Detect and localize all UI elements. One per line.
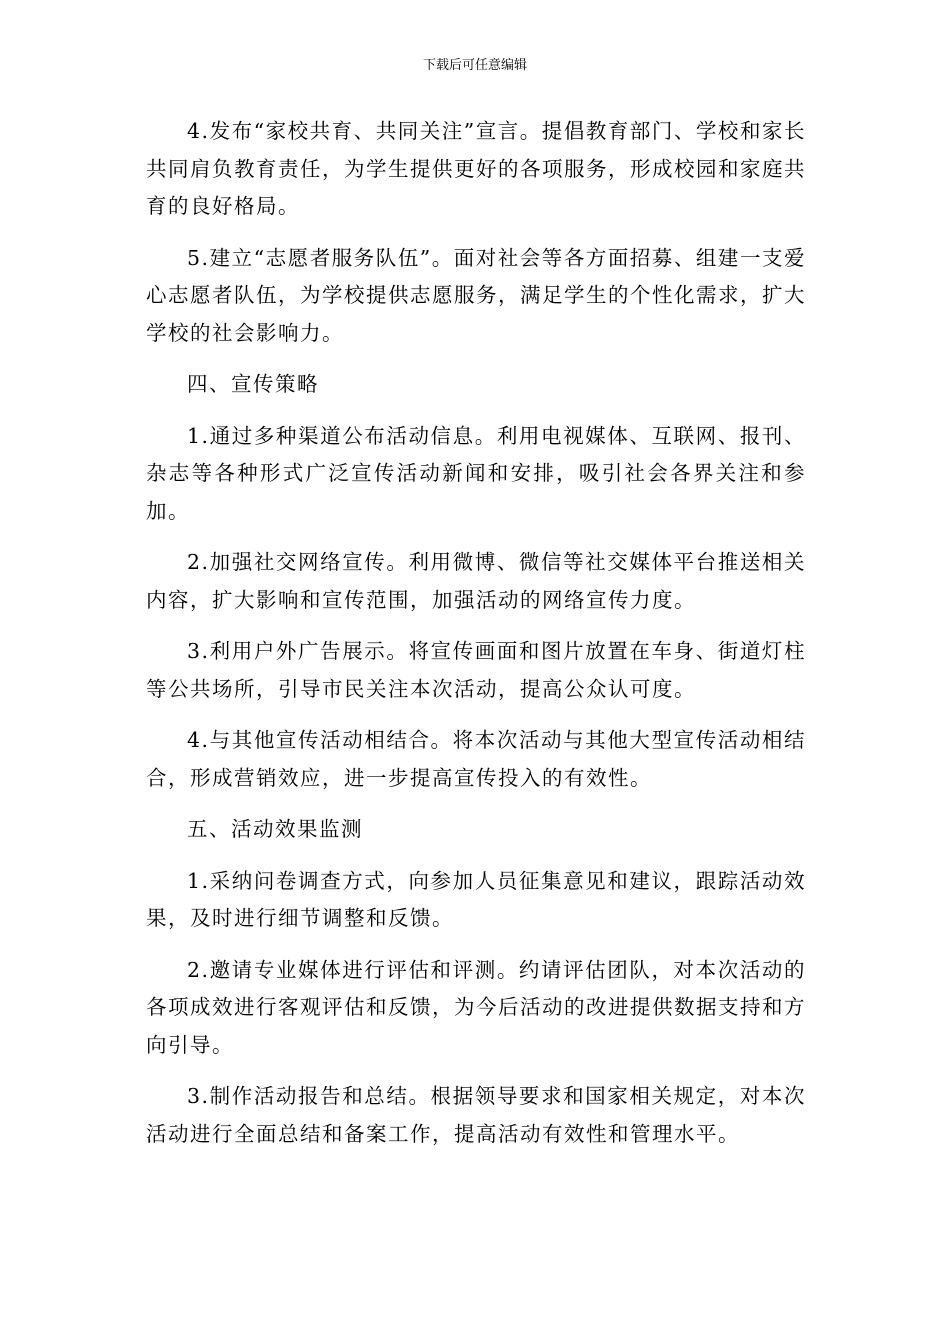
paragraph-publicity-3: 3.利用户外广告展示。将宣传画面和图片放置在车身、街道灯柱等公共场所，引导市民关注本次活动，提高公众认可度。 (146, 639, 806, 701)
document-body (146, 113, 806, 1167)
section-heading-monitoring: 五、活动效果监测 (187, 817, 363, 841)
page-header: 下载后可任意编辑 (422, 58, 527, 73)
paragraph-item-4-declaration: 4.发布“家校共育、共同关注”宣言。提倡教育部门、学校和家长共同肩负教育责任，为学生提供更好的各项服务，形成校园和家庭共育的良好格局。 (146, 119, 806, 218)
paragraph-publicity-2: 2.加强社交网络宣传。利用微博、微信等社交媒体平台推送相关内容，扩大影响和宣传范围，加强活动的网络宣传力度。 (146, 550, 806, 612)
section-heading-publicity: 四、宣传策略 (187, 372, 319, 396)
paragraph-monitoring-1: 1.采纳问卷调查方式，向参加人员征集意见和建议，跟踪活动效果，及时进行细节调整和反馈。 (146, 868, 806, 930)
paragraph-monitoring-3: 3.制作活动报告和总结。根据领导要求和国家相关规定，对本次活动进行全面总结和备案工作，提高活动有效性和管理水平。 (146, 1084, 806, 1146)
paragraph-item-5-volunteers: 5.建立“志愿者服务队伍”。面对社会等各方面招募、组建一支爱心志愿者队伍，为学校提供志愿服务，满足学生的个性化需求，扩大学校的社会影响力。 (146, 245, 806, 345)
paragraph-publicity-1: 1.通过多种渠道公布活动信息。利用电视媒体、互联网、报刊、杂志等各种形式广泛宣传活动新闻和安排，吸引社会各界关注和参加。 (146, 423, 806, 523)
paragraph-publicity-4: 4.与其他宣传活动相结合。将本次活动与其他大型宣传活动相结合，形成营销效应，进一步提高宣传投入的有效性。 (146, 728, 806, 790)
paragraph-monitoring-2: 2.邀请专业媒体进行评估和评测。约请评估团队，对本次活动的各项成效进行客观评估和反馈，为今后活动的改进提供数据支持和方向引导。 (146, 957, 806, 1057)
